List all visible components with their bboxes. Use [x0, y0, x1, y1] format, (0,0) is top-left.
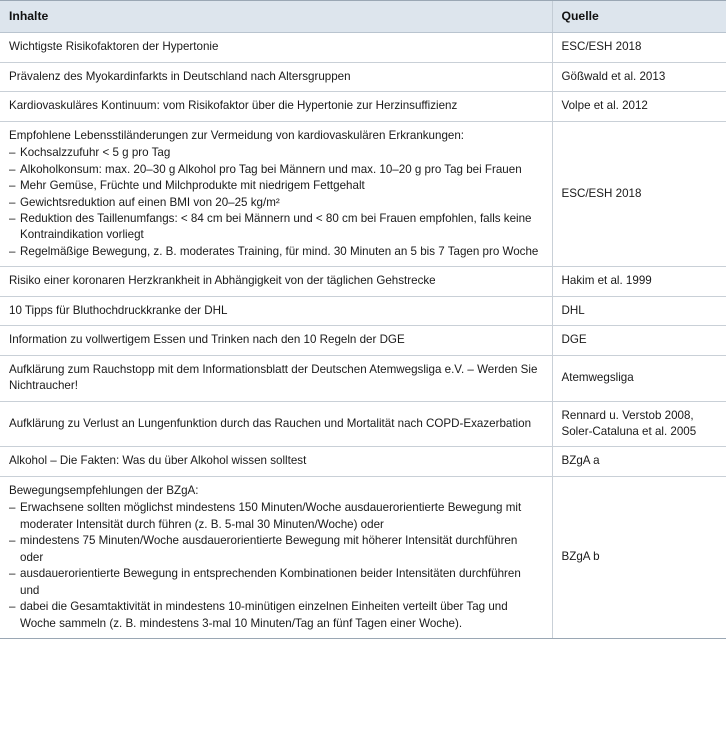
table-row — [0, 62, 726, 91]
cell-inhalt: Risiko einer koronaren Herzkrankheit in Abhängigkeit von der täglichen Gehstrecke — [0, 267, 552, 296]
cell-quelle: ESC/ESH 2018 — [552, 121, 726, 267]
cell-quelle: BZgA b — [552, 476, 726, 638]
table-row — [0, 476, 726, 638]
list-item: – Erwachsene sollten möglichst mindestens 150 Minuten/Woche ausdauerorientierte Bewegung mit moderater Intensität durch führen (z. B. 5-mal 30 Minuten/Woche) oder — [9, 500, 543, 533]
dash-list — [9, 145, 543, 260]
table-row — [0, 447, 726, 476]
table-row — [0, 33, 726, 62]
cell-inhalt: 10 Tipps für Bluthochdruckkranke der DHL — [0, 296, 552, 325]
table-header — [0, 1, 726, 33]
list-item: – Gewichtsreduktion auf einen BMI von 20–25 kg/m² — [9, 195, 543, 211]
cell-inhalt — [0, 476, 552, 638]
list-item: – Reduktion des Taillenumfangs: < 84 cm bei Männern und < 80 cm bei Frauen empfohlen, falls keine Kontraindikation vorliegt — [9, 211, 543, 244]
cell-inhalt: Kardiovaskuläres Kontinuum: vom Risikofaktor über die Hypertonie zur Herzinsuffizienz — [0, 92, 552, 121]
list-item: – ausdauerorientierte Bewegung in entsprechenden Kombinationen beider Intensitäten durchführen und — [9, 566, 543, 599]
cell-inhalt: Information zu vollwertigem Essen und Trinken nach den 10 Regeln der DGE — [0, 326, 552, 355]
list-item: – Mehr Gemüse, Früchte und Milchprodukte mit niedrigem Fettgehalt — [9, 178, 543, 194]
cell-quelle: DHL — [552, 296, 726, 325]
table-row — [0, 401, 726, 447]
list-item: – mindestens 75 Minuten/Woche ausdauerorientierte Bewegung mit höherer Intensität durchführen oder — [9, 533, 543, 566]
cell-inhalt: Wichtigste Risikofaktoren der Hypertonie — [0, 33, 552, 62]
list-intro: Empfohlene Lebensstiländerungen zur Vermeidung von kardiovaskulären Erkrankungen: — [9, 128, 465, 142]
cell-inhalt: Aufklärung zum Rauchstopp mit dem Informationsblatt der Deutschen Atemwegsliga e.V. – Werden Sie Nichtraucher! — [0, 355, 552, 401]
cell-inhalt: Prävalenz des Myokardinfarkts in Deutschland nach Altersgruppen — [0, 62, 552, 91]
cell-quelle: DGE — [552, 326, 726, 355]
cell-quelle: Volpe et al. 2012 — [552, 92, 726, 121]
table-row — [0, 296, 726, 325]
table-row — [0, 267, 726, 296]
cell-quelle: Hakim et al. 1999 — [552, 267, 726, 296]
table-row — [0, 121, 726, 267]
cell-quelle: Atemwegsliga — [552, 355, 726, 401]
cell-quelle-line: Soler-Cataluna et al. 2005 — [561, 425, 697, 439]
list-item: – Kochsalzzufuhr < 5 g pro Tag — [9, 145, 543, 161]
cell-quelle: Gößwald et al. 2013 — [552, 62, 726, 91]
table-header-row — [0, 1, 726, 33]
list-item: – Alkoholkonsum: max. 20–30 g Alkohol pro Tag bei Männern und max. 10–20 g pro Tag bei Frauen — [9, 162, 543, 178]
cell-quelle — [552, 401, 726, 447]
cell-inhalt: Aufklärung zu Verlust an Lungenfunktion durch das Rauchen und Mortalität nach COPD-Exazerbation — [0, 401, 552, 447]
cell-quelle: ESC/ESH 2018 — [552, 33, 726, 62]
list-intro: Bewegungsempfehlungen der BZgA: — [9, 483, 199, 497]
cell-inhalt — [0, 121, 552, 267]
list-item: – Regelmäßige Bewegung, z. B. moderates Training, für mind. 30 Minuten an 5 bis 7 Tagen pro Woche — [9, 244, 543, 260]
table-body — [0, 33, 726, 639]
cell-quelle: BZgA a — [552, 447, 726, 476]
list-item: – dabei die Gesamtaktivität in mindestens 10-minütigen einzelnen Einheiten verteilt über Tag und Woche sammeln (z. B. mindestens 3-mal 10 Minuten/Tag an fünf Tagen einer Woche). — [9, 599, 543, 632]
cell-inhalt: Alkohol – Die Fakten: Was du über Alkohol wissen solltest — [0, 447, 552, 476]
table-row — [0, 355, 726, 401]
column-header-quelle: Quelle — [552, 1, 726, 33]
dash-list — [9, 500, 543, 632]
table-row — [0, 92, 726, 121]
table-row — [0, 326, 726, 355]
column-header-inhalte: Inhalte — [0, 1, 552, 33]
cell-quelle-line: Rennard u. Verstob 2008, — [561, 408, 694, 422]
